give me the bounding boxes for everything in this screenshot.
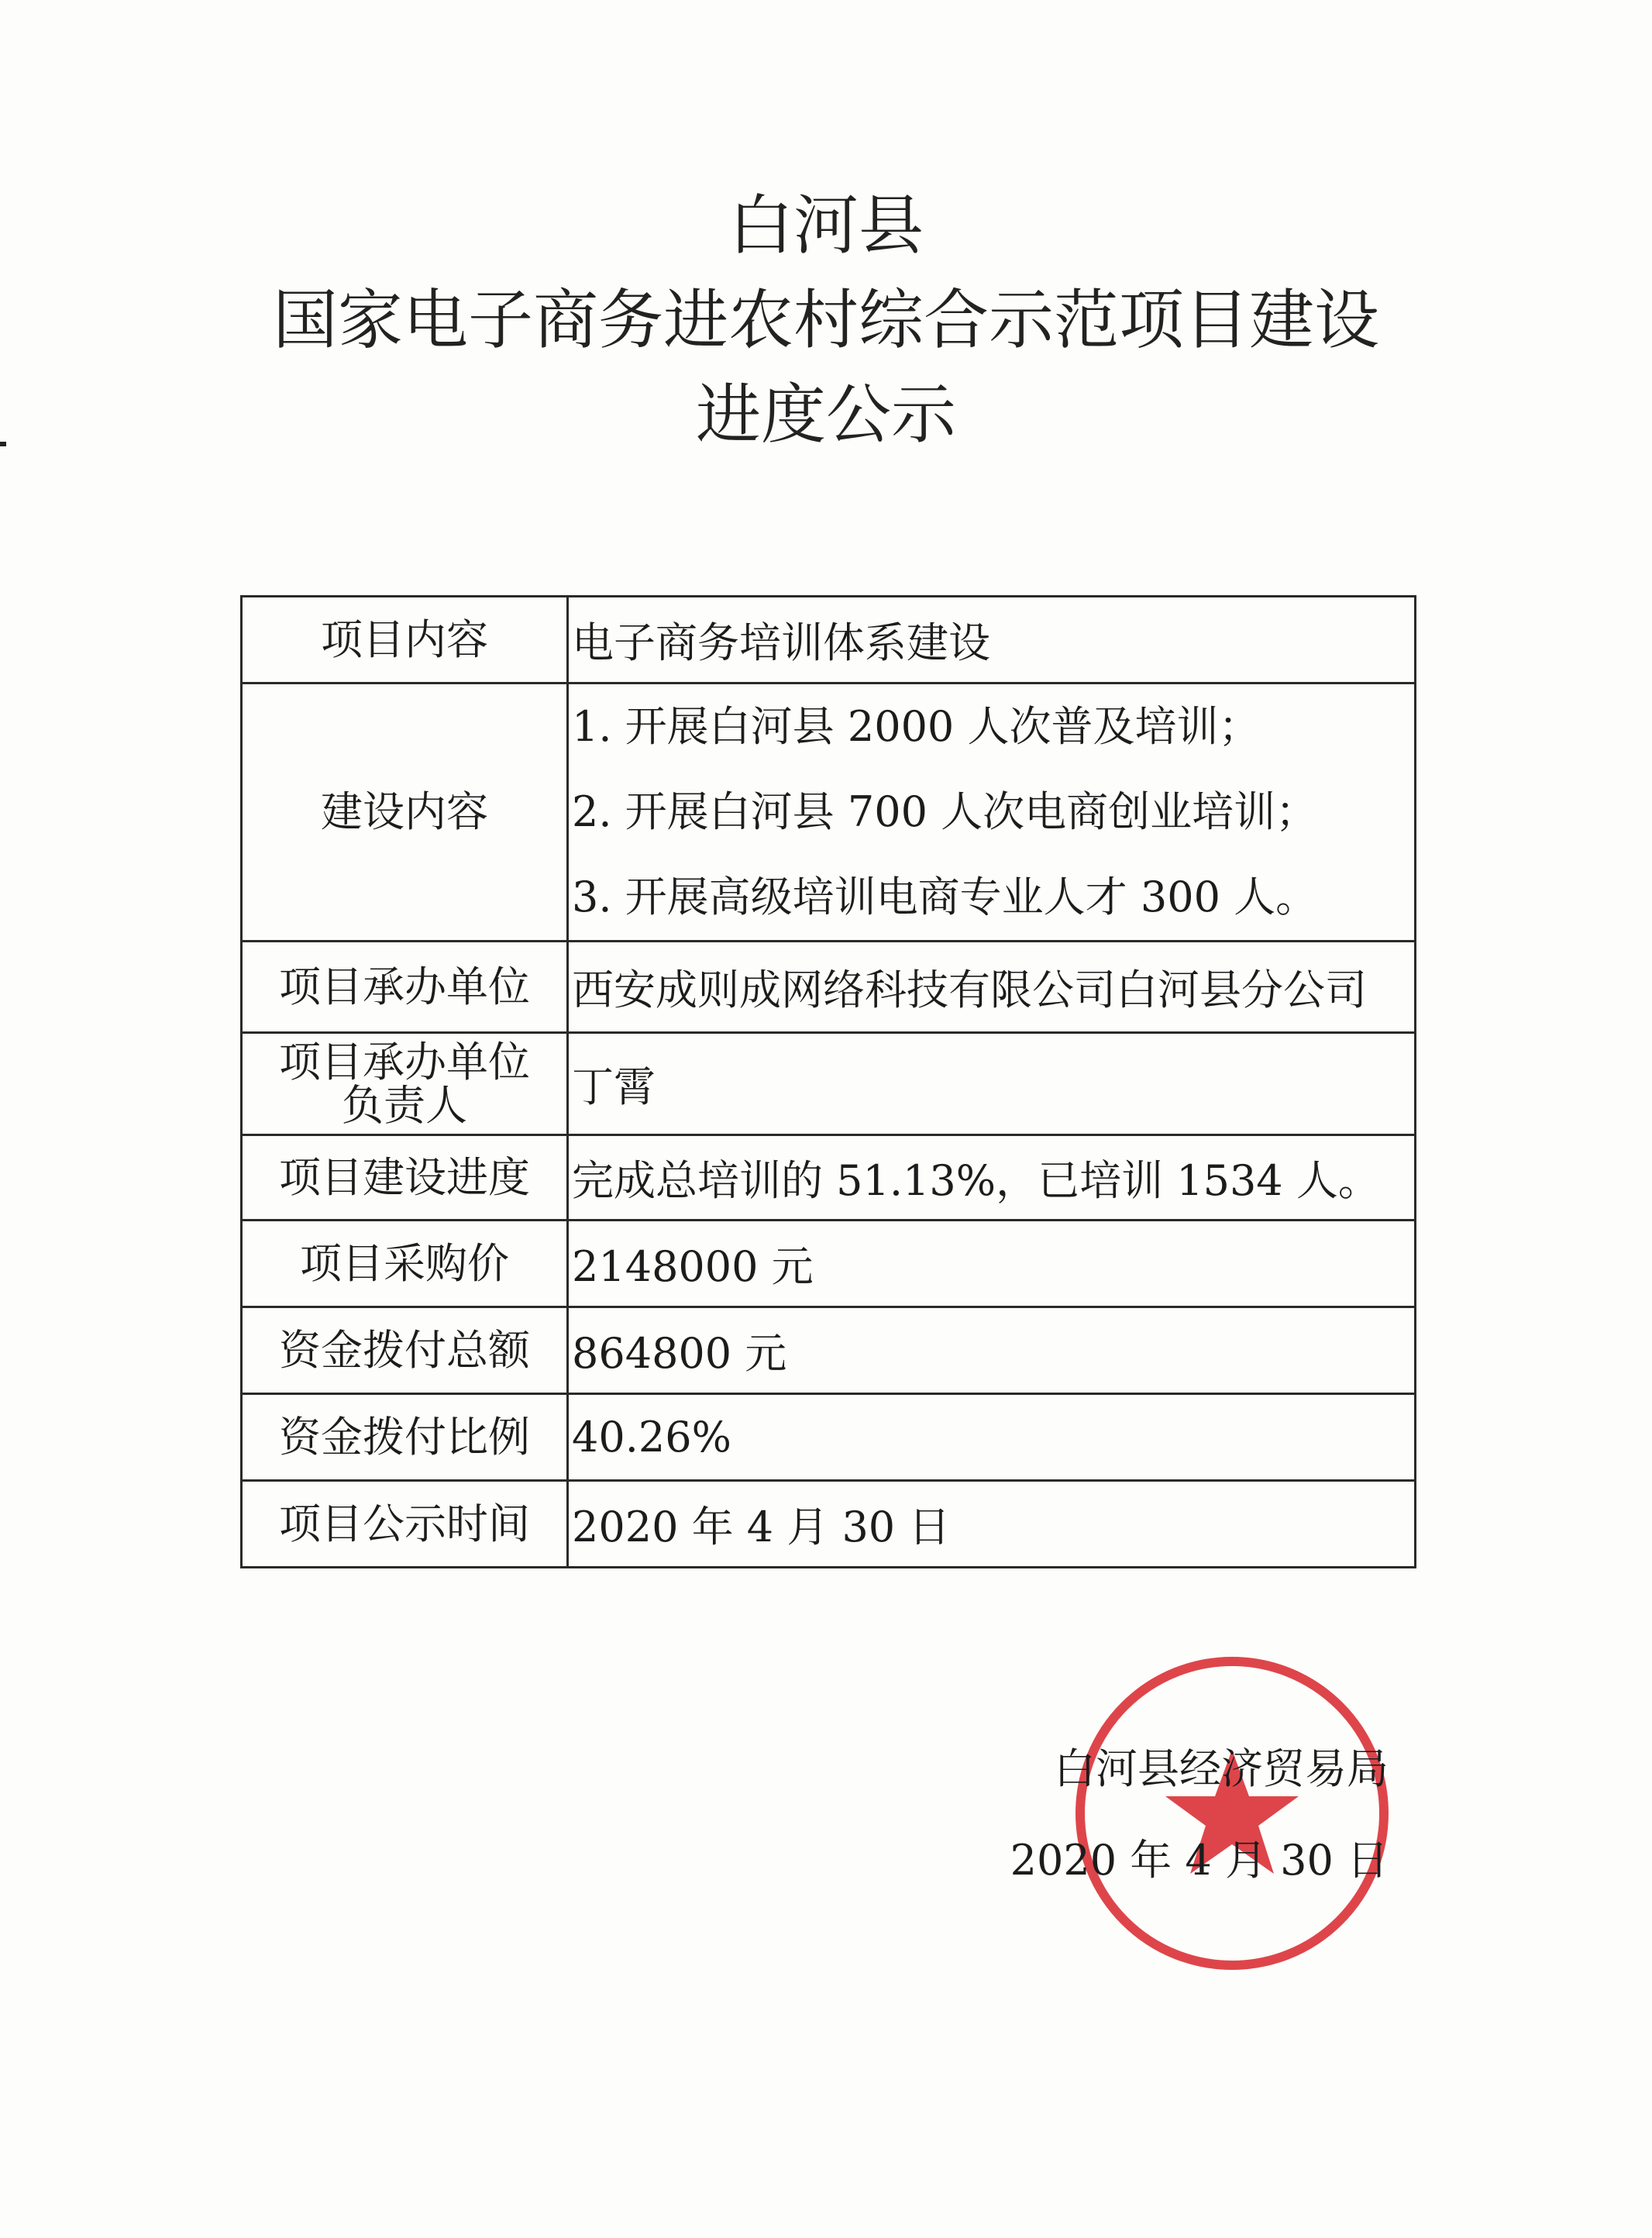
row-label-line: 项目承办单位 bbox=[279, 1037, 530, 1086]
title-line-1: 白河县 bbox=[728, 188, 924, 263]
row-label: 项目公示时间 bbox=[242, 1481, 568, 1568]
row-label: 建设内容 bbox=[242, 683, 568, 942]
row-value: 完成总培训的 51.13%，已培训 1534 人。 bbox=[568, 1135, 1416, 1221]
progress-table bbox=[240, 595, 1416, 1568]
list-item: 2. 开展白河县 700 人次电商创业培训； bbox=[572, 787, 1318, 836]
table-row bbox=[242, 597, 1416, 683]
row-value: 电子商务培训体系建设 bbox=[568, 597, 1416, 683]
title-line-2: 国家电子商务进农村综合示范项目建设 bbox=[272, 282, 1379, 358]
official-seal-icon bbox=[1069, 1651, 1395, 1976]
row-label: 项目承办单位 bbox=[242, 942, 568, 1033]
document-title bbox=[0, 178, 1652, 462]
row-label bbox=[242, 1033, 568, 1135]
row-value: 40.26% bbox=[568, 1394, 1416, 1481]
table-row bbox=[242, 683, 1416, 942]
title-line-3: 进度公示 bbox=[695, 377, 956, 453]
row-value: 864800 元 bbox=[568, 1307, 1416, 1394]
table-row bbox=[242, 1394, 1416, 1481]
row-value: 西安成则成网络科技有限公司白河县分公司 bbox=[568, 942, 1416, 1033]
table-row bbox=[242, 1307, 1416, 1394]
row-label: 资金拨付比例 bbox=[242, 1394, 568, 1481]
list-item: 1. 开展白河县 2000 人次普及培训； bbox=[572, 702, 1261, 751]
table-row bbox=[242, 1221, 1416, 1307]
row-label: 项目采购价 bbox=[242, 1221, 568, 1307]
row-label-line: 负责人 bbox=[342, 1080, 467, 1130]
issue-date: 2020 年 4 月 30 日 bbox=[1010, 1836, 1389, 1885]
issuer-name: 白河县经济贸易局 bbox=[1054, 1744, 1389, 1793]
row-label: 项目建设进度 bbox=[242, 1135, 568, 1221]
table-row bbox=[242, 1033, 1416, 1135]
row-label: 资金拨付总额 bbox=[242, 1307, 568, 1394]
list-item: 3. 开展高级培训电商专业人才 300 人。 bbox=[572, 873, 1318, 921]
row-value: 丁霄 bbox=[568, 1033, 1416, 1135]
table-row bbox=[242, 942, 1416, 1033]
table-row bbox=[242, 1481, 1416, 1568]
table-row bbox=[242, 1135, 1416, 1221]
row-value-list bbox=[568, 683, 1416, 942]
row-label: 项目内容 bbox=[242, 597, 568, 683]
row-value: 2020 年 4 月 30 日 bbox=[568, 1481, 1416, 1568]
row-value: 2148000 元 bbox=[568, 1221, 1416, 1307]
